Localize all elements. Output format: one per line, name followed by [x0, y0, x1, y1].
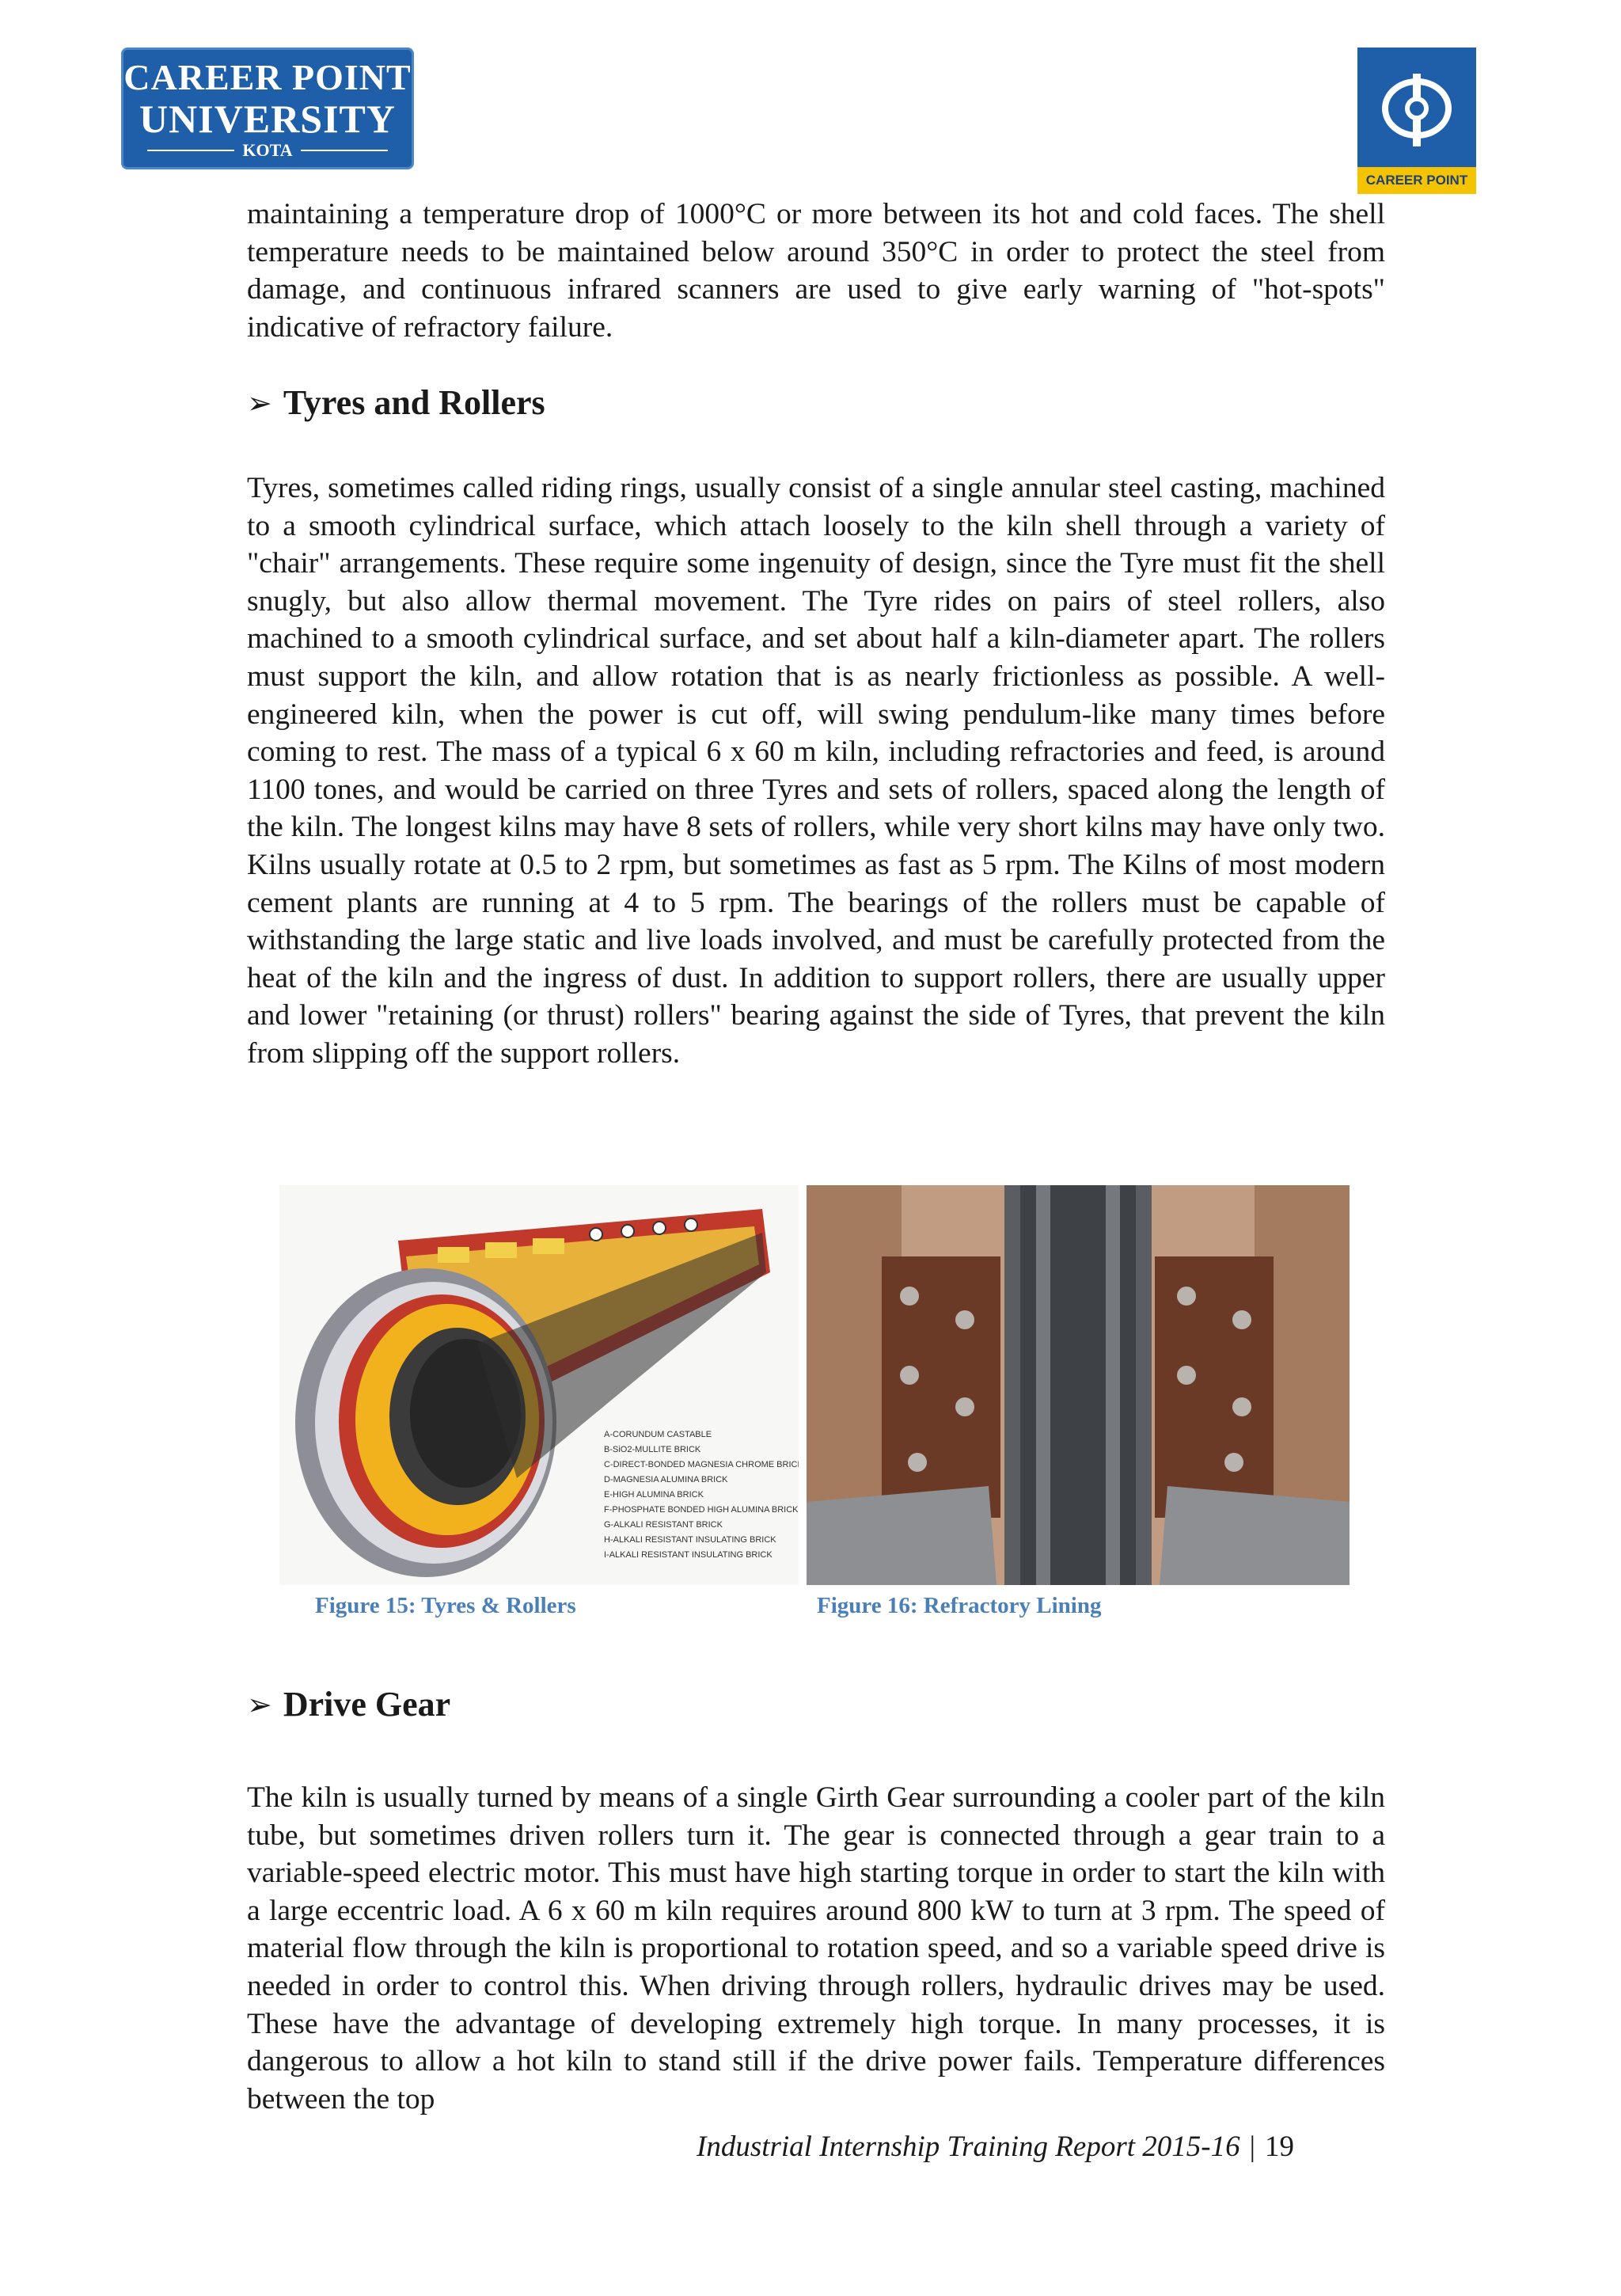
- footer-title: Industrial Internship Training Report 2015-16: [697, 2131, 1240, 2163]
- drive-gear-heading-text: Drive Gear: [283, 1685, 451, 1724]
- career-point-logo: [1357, 48, 1476, 194]
- tyres-heading: [247, 382, 545, 423]
- page-footer: [697, 2130, 1294, 2164]
- career-point-label: CAREER POINT: [1357, 167, 1476, 194]
- logo-rule-right: [301, 150, 388, 151]
- university-logo: [121, 48, 414, 169]
- logo-rule-left: [147, 150, 234, 151]
- legend-item-h: H-ALKALI RESISTANT INSULATING BRICK: [604, 1535, 776, 1545]
- arrow-bullet-icon: ➢: [247, 1686, 272, 1722]
- logo-line-1: CAREER POINT: [123, 57, 412, 97]
- page-number: 19: [1265, 2131, 1294, 2163]
- tyres-paragraph: Tyres, sometimes called riding rings, usually consist of a single annular steel casting, machined to a smooth cylindrical surface, which attach loosely to the kiln shell through a variety of "chair" arrangements. These require some ingenuity of design, since the Tyre must fit the shell snugly, but also allow thermal movement. The Tyre rides on pairs of steel rollers, also machined to a smooth cylindrical surface, and set about half a kiln-diameter apart. The rollers must support the kiln, and allow rotation that is as nearly frictionless as possible. A well-engineered kiln, when the power is cut off, will swing pendulum-like many times before coming to rest. The mass of a typical 6 x 60 m kiln, including refractories and feed, is around 1100 tones, and would be carried on three Tyres and sets of rollers, spaced along the length of the kiln. The longest kilns may have 8 sets of rollers, while very short kilns may have only two. Kilns usually rotate at 0.5 to 2 rpm, but sometimes as fast as 5 rpm. The Kilns of most modern cement plants are running at 4 to 5 rpm. The bearings of the rollers must be capable of withstanding the large static and live loads involved, and must be carefully protected from the heat of the kiln and the ingress of dust. In addition to support rollers, there are usually upper and lower "retaining (or thrust) rollers" bearing against the side of Tyres, that prevent the kiln from slipping off the support rollers.: [247, 472, 1385, 1070]
- legend-item-d: D-MAGNESIA ALUMINA BRICK: [604, 1475, 728, 1484]
- legend-item-a: A-CORUNDUM CASTABLE: [604, 1430, 712, 1439]
- legend-item-b: B-SiO2-MULLITE BRICK: [604, 1445, 701, 1454]
- legend-item-e: E-HIGH ALUMINA BRICK: [604, 1490, 704, 1500]
- figure-16-image: [807, 1185, 1350, 1585]
- figure-15-caption: Figure 15: Tyres & Rollers: [315, 1593, 576, 1618]
- logo-line-2: UNIVERSITY: [139, 97, 396, 141]
- intro-paragraph: maintaining a temperature drop of 1000°C or more between its hot and cold faces. The shell temperature needs to be maintained below around 350°C in order to protect the steel from damage, and continuous infrared scanners are used to give early warning of "hot-spots" indicative of refractory failure.: [247, 198, 1385, 344]
- legend-item-f: F-PHOSPHATE BONDED HIGH ALUMINA BRICK: [604, 1505, 799, 1515]
- drive-gear-paragraph: The kiln is usually turned by means of a single Girth Gear surrounding a cooler part of the kiln tube, but sometimes driven rollers turn it. The gear is connected through a gear train to a variable-speed electric motor. This must have high starting torque in order to start the kiln with a large eccentric load. A 6 x 60 m kiln requires around 800 kW to turn at 3 rpm. The speed of material flow through the kiln is proportional to rotation speed, and so a variable speed drive is needed in order to control this. When driving through rollers, hydraulic drives may be used. These have the advantage of developing extremely high torque. In many processes, it is dangerous to allow a hot kiln to stand still if the drive power fails. Temperature differences between the top: [247, 1781, 1385, 2115]
- legend-item-g: G-ALKALI RESISTANT BRICK: [604, 1520, 723, 1530]
- kiln-cutaway-illustration: [279, 1185, 799, 1585]
- legend-item-c: C-DIRECT-BONDED MAGNESIA CHROME BRICK: [604, 1460, 799, 1469]
- tyres-heading-text: Tyres and Rollers: [283, 383, 545, 422]
- kiln-tyre-photo: [807, 1185, 1350, 1585]
- drive-gear-heading: [247, 1684, 450, 1724]
- footer-separator: |: [1249, 2131, 1255, 2163]
- logo-kota-text: KOTA: [242, 140, 293, 160]
- logo-line-3: [123, 140, 412, 161]
- career-point-emblem-icon: [1377, 67, 1456, 154]
- figure-15-legend: [604, 1430, 799, 1560]
- figure-15-image: [279, 1185, 799, 1585]
- legend-item-i: I-ALKALI RESISTANT INSULATING BRICK: [604, 1550, 773, 1560]
- figure-16-caption: Figure 16: Refractory Lining: [817, 1593, 1102, 1618]
- arrow-bullet-icon: ➢: [247, 385, 272, 420]
